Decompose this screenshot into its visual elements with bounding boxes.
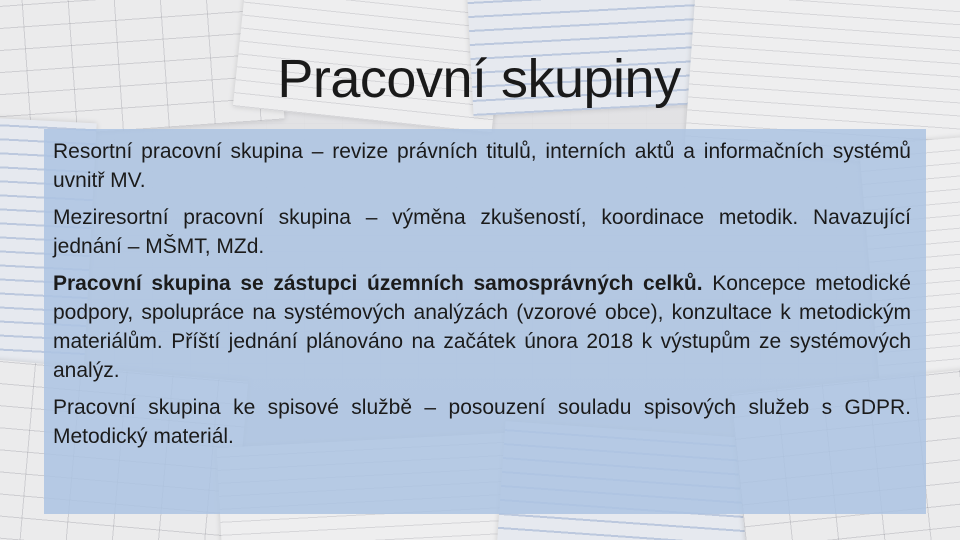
slide-title: Pracovní skupiny [277,49,681,109]
paragraph-resortni: Resortní pracovní skupina – revize právních titulů, interních aktů a informačních systémů uvnitř MV. [53,140,911,192]
paragraph-uzemni-samospravy: Pracovní skupina se zástupci územních samosprávných celků. Koncepce metodické podpory, spolupráce na systémových analýzách (vzorové obce), konzultace k metodickým materiálům. Příští jednání plánováno na začátek února 2018 k výstupům ze systémových analýz. [53,272,911,382]
content-text [53,137,911,459]
paragraph-bold-lead: Pracovní skupina se zástupci územních samosprávných celků. [53,272,703,295]
paragraph-spisova-sluzba: Pracovní skupina ke spisové službě – posouzení souladu spisových služeb s GDPR. Metodický materiál. [53,396,911,448]
paragraph-meziresortni: Meziresortní pracovní skupina – výměna zkušeností, koordinace metodik. Navazující jednání – MŠMT, MZd. [53,206,911,258]
